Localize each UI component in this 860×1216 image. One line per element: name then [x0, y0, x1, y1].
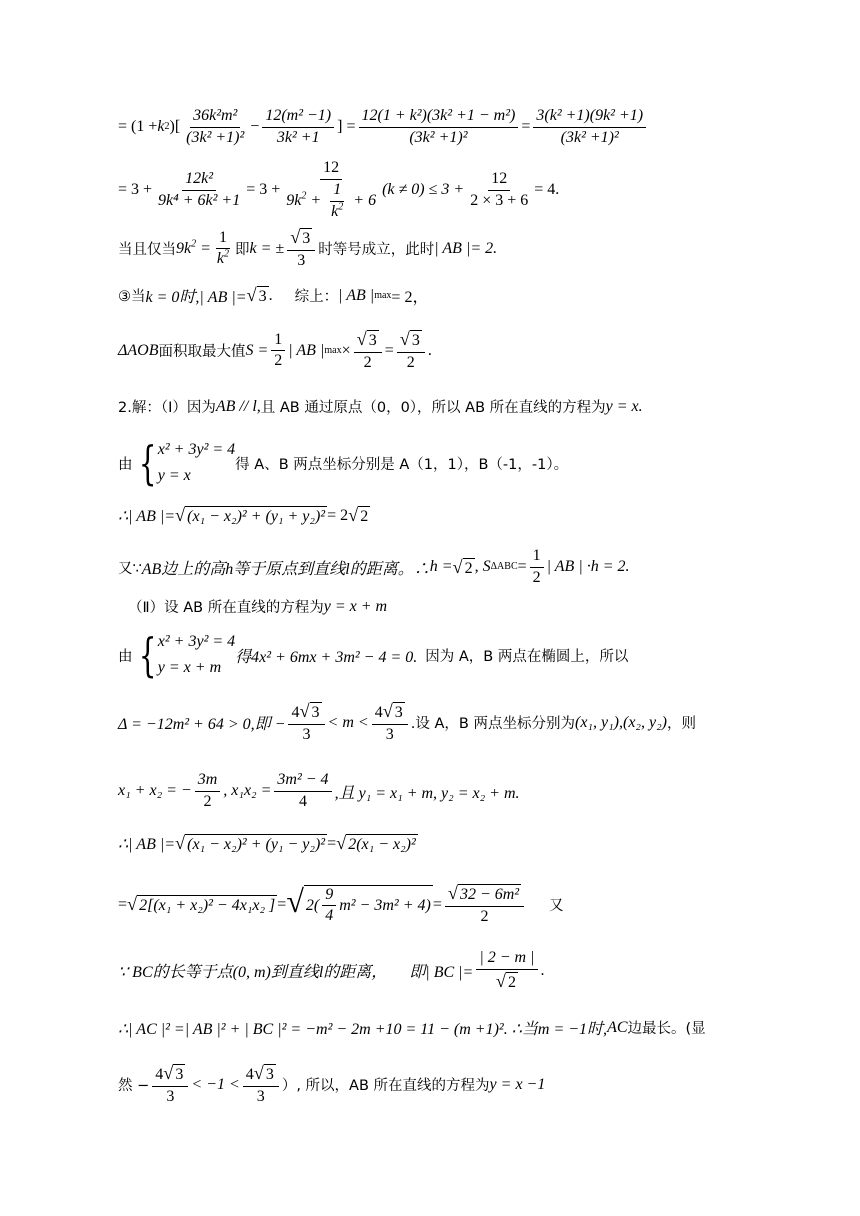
- numerator: | 2 − m |: [476, 950, 537, 970]
- text: =: [327, 835, 337, 852]
- text: = 2: [327, 507, 349, 524]
- text: =: [517, 558, 527, 576]
- fraction: $\frac{1}{2}$: [530, 548, 544, 587]
- eq-line-12: [118, 702, 696, 744]
- eq-line-3: [118, 228, 497, 270]
- eq-line-2: [118, 160, 559, 220]
- denominator: (3k² +1)²: [186, 128, 245, 146]
- text: .: [540, 961, 545, 979]
- denominator: (3k² +1)²: [560, 128, 619, 146]
- eq-line-10: [128, 596, 387, 617]
- text: h =: [429, 558, 453, 576]
- text: (x₁, y₁),(x₂, y₂): [575, 713, 667, 731]
- text: 边最长。(显: [627, 1021, 706, 1037]
- text: , S: [474, 558, 491, 576]
- text: 得 A、B 两点坐标分别是 A（1，1），B（-1，-1）。: [235, 456, 569, 473]
- sqrt: √ 2(x₁ − x₂)²: [336, 833, 416, 854]
- fraction: [183, 108, 247, 147]
- fraction: | 2 − m | √ 2: [476, 950, 537, 992]
- fraction: √ 32 − 6m² 2: [445, 884, 524, 926]
- numerator: 12: [320, 160, 342, 180]
- sqrt: √ 2: [452, 556, 473, 577]
- text: 2.解：（Ⅰ）因为: [118, 400, 216, 416]
- text: = 3 +: [246, 181, 281, 199]
- fraction: [195, 772, 221, 811]
- equation-system: { x² + 3y² = 4 y = x: [138, 436, 236, 490]
- denominator: 2: [203, 792, 212, 810]
- text: m² − 3m² + 4): [339, 897, 431, 914]
- sqrt: √ 2[(x₁ + x₂)² − 4x₁x₂ ]: [127, 894, 276, 914]
- text: 因为 A，B 两点在椭圆上，所以: [425, 648, 629, 665]
- text: ③当: [118, 289, 146, 305]
- fraction: 4 √ 3 3: [288, 702, 324, 744]
- text: < m <: [327, 713, 369, 731]
- numerator: 3(k² +1)(9k² +1): [533, 108, 646, 128]
- text: < −1 <: [191, 1075, 240, 1093]
- text: k = 0时,| AB |=: [145, 289, 247, 306]
- numerator: 3m² − 4: [274, 772, 331, 792]
- text: | AB | ·h = 2.: [546, 558, 630, 576]
- fraction: [283, 160, 379, 220]
- text: =: [118, 895, 128, 913]
- text: = 4.: [534, 181, 560, 199]
- numerator: 12(m² −1): [262, 108, 334, 128]
- denominator: $9k^2$ + $\frac{1}{k^2}$ + 6: [286, 180, 377, 220]
- text: ∴| AC |² =| AB |² + | BC |² = −m² − 2m +10 = 11 − (m +1)². ∴当m = −1时,: [118, 1021, 608, 1038]
- denominator: 9k⁴ + 6k² +1: [158, 191, 241, 209]
- var-k: k: [157, 118, 165, 136]
- text: =: [384, 341, 394, 359]
- radicand: (x₁ − x₂)² + (y₁ − y₂)²: [187, 836, 326, 854]
- fraction: √ 3 2: [354, 330, 382, 372]
- text: y = x −1: [489, 1075, 546, 1093]
- text: =: [432, 895, 442, 913]
- eq-line-7: [118, 436, 569, 490]
- eq-line-8: [118, 506, 370, 526]
- radicand: 2[(x₁ + x₂)² − 4x₁x₂ ]: [139, 897, 276, 914]
- text: 综上：: [294, 289, 339, 305]
- denominator: 2: [480, 907, 489, 925]
- eq-line-18: [118, 1064, 545, 1106]
- text: 当且仅当: [118, 242, 176, 259]
- eq-line-4: ③当 k = 0时,| AB |= √ 3 . 综上： | AB | max = 2，: [118, 284, 429, 306]
- fraction: 4 √ 3 3: [372, 702, 408, 744]
- text: 2(: [305, 897, 320, 914]
- numerator: 12k²: [182, 171, 216, 191]
- fraction: [155, 171, 243, 210]
- text: 且 AB 通过原点（0，0），所以 AB 所在直线的方程为: [260, 400, 606, 416]
- eq-line-1: = (1 + k 2 )[ $\frac{\text{36k²m²}}{\text{(3k² +1)²}}$ − $\frac{\text{12(m² −1)}}{\text{3k² +1}}$ ] = $\frac{\text{12(1 + k²)(3k² +1 − m²)}}{\text{(3k² +1)²}}$ = $\frac{\text{3(k² +1)(9k² +1)}}{\text{(3k² +1)²}}$: [118, 108, 649, 147]
- radicand: (x₁ − x₂)² + (y₁ + y₂)²: [187, 508, 326, 526]
- denominator: 2 × 3 + 6: [470, 191, 529, 209]
- math: k = ±: [249, 239, 285, 257]
- text: = 3 +: [118, 181, 153, 199]
- text: ，则: [666, 716, 696, 733]
- eq-line-5: ΔAOB 面积取最大值 S = $\frac{1}{2}$ | AB | max × √ 3 2 = √ 3 2 .: [118, 329, 432, 371]
- text: AB边上的高h等于原点到直线l的距离。∴: [141, 560, 430, 578]
- fraction: [359, 108, 519, 147]
- sqrt: √ (x₁ − x₂)² + (y₁ − y₂)²: [175, 833, 326, 854]
- text: =: [277, 895, 287, 913]
- text: AC: [607, 1018, 628, 1036]
- eq-line-16: [118, 950, 545, 992]
- fraction: [467, 171, 531, 210]
- denominator: 4: [325, 907, 334, 925]
- text: 又∵: [118, 560, 142, 577]
- system-row: y = x + m: [157, 659, 222, 676]
- fraction: 4 √ 3 3: [243, 1064, 279, 1106]
- denominator: (3k² +1)²: [409, 128, 468, 146]
- radicand: 2(x₁ − x₂)²: [348, 836, 416, 854]
- radicand: 2: [360, 508, 369, 526]
- text: .设 A，B 两点坐标分别为: [410, 716, 575, 733]
- text: AB // l,: [215, 397, 261, 415]
- math: $9k^2$ =: [176, 238, 211, 257]
- text: S =: [245, 341, 269, 359]
- text: ΔAOB: [118, 341, 159, 359]
- text: ×: [341, 341, 351, 359]
- text: 即| BC |=: [409, 964, 474, 982]
- radicand: 32 − 6m²: [459, 886, 520, 903]
- text: y = x + m: [323, 597, 388, 615]
- text: −: [250, 118, 260, 136]
- fraction: √ 3 2: [397, 330, 425, 372]
- denominator: 4: [298, 792, 307, 810]
- system-row: x² + 3y² = 4: [157, 633, 236, 650]
- denominator: 3k² +1: [276, 128, 320, 146]
- fraction: [322, 887, 336, 926]
- radicand: 2: [464, 559, 473, 577]
- eq-line-9: 又∵ AB边上的高h等于原点到直线l的距离。∴ h = √ 2 , S ΔABC = $\frac{1}{2}$ | AB | ·h = 2.: [118, 547, 630, 586]
- text: ,且 y₁ = x₁ + m, y₂ = x₂ + m.: [334, 784, 520, 802]
- equation-system: { x² + 3y² = 4 y = x + m: [138, 628, 236, 682]
- text: 然 −: [118, 1078, 150, 1095]
- fraction: [274, 772, 331, 811]
- sqrt: √ 2: [348, 505, 369, 526]
- text: 又: [549, 898, 564, 915]
- text: y = x.: [605, 397, 643, 415]
- text: | AB |= 2.: [434, 239, 498, 257]
- system-row: y = x: [157, 467, 191, 484]
- sqrt: √ 2( $\frac{9}{4}$ m² − 3m² + 4): [286, 882, 431, 925]
- text: = (1 +: [118, 118, 158, 136]
- numerator: 3m: [195, 772, 221, 792]
- eq-line-13: [118, 772, 520, 811]
- fraction: $\frac{1}{k^2}$: [216, 228, 230, 268]
- text: =: [521, 118, 531, 136]
- text: Δ = −12m² + 64 > 0,即 −: [118, 716, 286, 734]
- text: = 2，: [391, 289, 429, 306]
- text: | AB |: [338, 286, 375, 304]
- text: ∴| AB |=: [118, 508, 176, 525]
- sqrt: √ (x₁ − x₂)² + (y₁ + y₂)²: [175, 505, 326, 526]
- text: 时等号成立，此时: [318, 242, 435, 259]
- text: 由: [118, 648, 133, 665]
- text: x₁ + x₂ = −: [118, 782, 192, 800]
- eq-line-6: [118, 396, 643, 417]
- fraction: 4 √ 3 3: [152, 1064, 188, 1106]
- text: ∴| AB |=: [118, 836, 176, 853]
- fraction: $\frac{1}{k^2}$: [331, 180, 344, 220]
- eq-line-17: [118, 1016, 706, 1039]
- text: | AB |: [288, 341, 325, 359]
- text: 面积取最大值: [158, 344, 246, 361]
- text: (k ≠ 0) ≤ 3 +: [382, 181, 465, 199]
- text: ] =: [337, 118, 356, 136]
- eq-line-15: [118, 884, 564, 926]
- numerator: 9: [322, 887, 336, 907]
- numerator: 12: [488, 171, 510, 191]
- text: ）, 所以，AB 所在直线的方程为: [281, 1078, 490, 1095]
- system-row: x² + 3y² = 4: [157, 441, 236, 458]
- text: , x₁x₂ =: [223, 782, 272, 800]
- fraction: √ 3 3: [287, 228, 315, 270]
- text: （Ⅱ）设 AB 所在直线的方程为: [128, 600, 324, 616]
- numerator: 12(1 + k²)(3k² +1 − m²): [359, 108, 519, 128]
- eq-line-11: [118, 628, 629, 682]
- eq-line-14: [118, 834, 418, 854]
- text: 由: [118, 456, 133, 473]
- numerator: 36k²m²: [190, 108, 240, 128]
- text: 即: [235, 242, 250, 259]
- text: 得4x² + 6mx + 3m² − 4 = 0.: [235, 648, 418, 666]
- fraction: [533, 108, 646, 147]
- text: ∵ BC的长等于点(0, m)到直线l的距离，: [118, 964, 388, 982]
- text: )[: [169, 118, 181, 136]
- fraction: $\frac{1}{2}$: [271, 332, 285, 371]
- fraction: [262, 108, 334, 147]
- sqrt: √ 3: [246, 284, 267, 305]
